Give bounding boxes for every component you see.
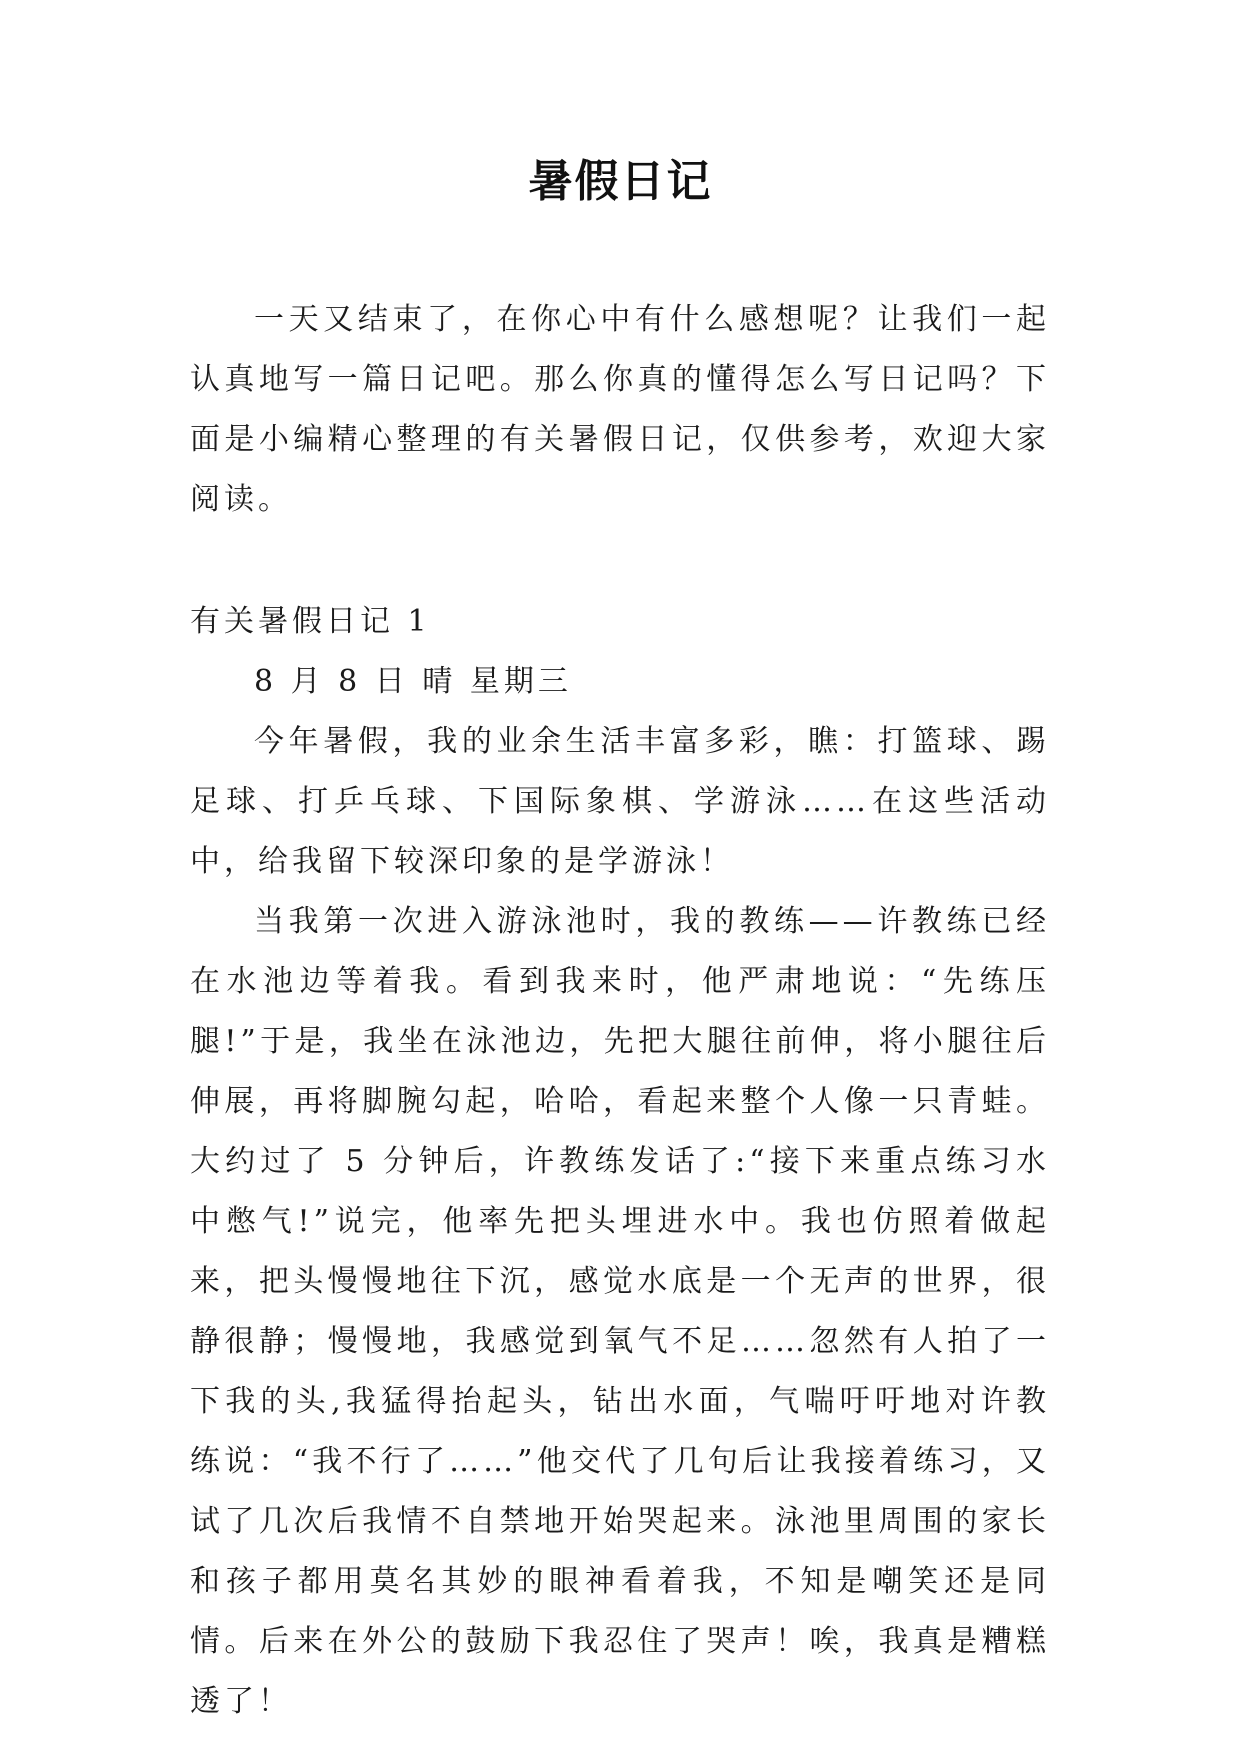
diary-date-line: 8 月 8 日 晴 星期三 — [254, 664, 572, 699]
paragraph-spacer — [190, 530, 1050, 592]
document-title: 暑假日记 — [528, 156, 713, 207]
diary-paragraph-1: 今年暑假，我的业余生活丰富多彩，瞧：打篮球、踢足球、打乒乓球、下国际象棋、学游泳……在这些活动中，给我留下较深印象的是学游泳！ — [190, 724, 1050, 879]
diary-paragraph-2: 当我第一次进入游泳池时，我的教练——许教练已经在水池边等着我。看到我来时，他严肃地说：“先练压腿!”于是，我坐在泳池边，先把大腿往前伸，将小腿往后伸展，再将脚腕勾起，哈哈，看起来整个人像一只青蛙。大约过了 5 分钟后，许教练发话了:“接下来重点练习水中憋气!”说完，他率先把头埋进水中。我也仿照着做起来，把头慢慢地往下沉，感觉水底是一个无声的世界，很静很静；慢慢地，我感觉到氧气不足……忽然有人拍了一下我的头,我猛得抬起头，钻出水面，气喘吁吁地对许教练说：“我不行了……”他交代了几句后让我接着练习，又试了几次后我情不自禁地开始哭起来。泳池里周围的家长和孩子都用莫名其妙的眼神看着我，不知是嘲笑还是同情。后来在外公的鼓励下我忍住了哭声！唉，我真是糟糕透了！ — [190, 904, 1050, 1719]
document-body — [190, 290, 1050, 1732]
intro-paragraph: 一天又结束了，在你心中有什么感想呢？让我们一起认真地写一篇日记吧。那么你真的懂得怎么写日记吗？下面是小编精心整理的有关暑假日记，仅供参考，欢迎大家阅读。 — [190, 302, 1050, 517]
section-heading: 有关暑假日记 1 — [190, 604, 431, 639]
